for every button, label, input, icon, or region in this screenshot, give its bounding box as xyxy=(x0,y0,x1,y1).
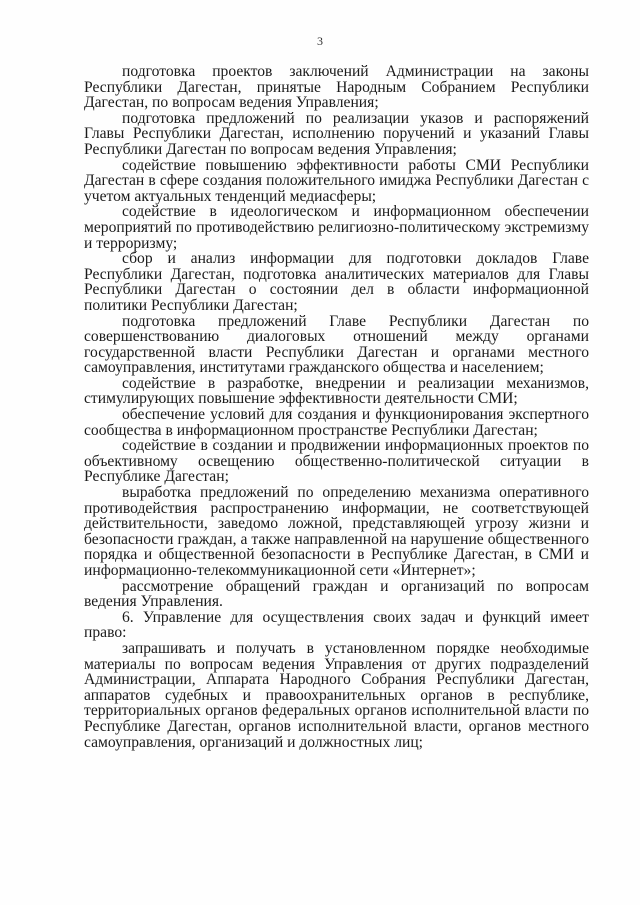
paragraph-info-projects: содействие в создании и продвижении информационных проектов по объективному освещению общественно-политической ситуации в Республике Дагестан; xyxy=(84,437,589,486)
paragraph-request-materials: запрашивать и получать в установленном порядке необходимые материалы по вопросам ведения Управления от других подразделений Администрации, Аппарата Народного Собрания Республики Дагестан, аппаратов судебных и правоохранительных органов в республике, территориальных органов федеральных органов исполнительной власти по Республике Дагестан, органов исполнительной власти, органов местного самоуправления, организаций и должностных лиц; xyxy=(84,639,589,751)
paragraph-info-analysis: сбор и анализ информации для подготовки докладов Главе Республики Дагестан, подготовка аналитических материалов для Главы Республики Дагестан о состоянии дел в области информационной политики Республики Дагестан; xyxy=(84,250,589,314)
paragraph-citizen-appeals: рассмотрение обращений граждан и организаций по вопросам ведения Управления. xyxy=(84,577,589,611)
paragraph-counter-misinformation: выработка предложений по определению механизма оперативного противодействия распространению информации, не соответствующей действительности, заведомо ложной, представляющей угрозу жизни и безопасности граждан, а также направленной на нарушение общественного порядка и общественной безопасности в Республике Дагестан, в СМИ и информационно-телекоммуникационной сети «Интернет»; xyxy=(84,484,589,579)
paragraph-draft-conclusions: подготовка проектов заключений Администрации на законы Республики Дагестан, принятые Народным Собранием Республики Дагестан, по вопросам ведения Управления; xyxy=(84,63,589,112)
paragraph-expert-community: обеспечение условий для создания и функционирования экспертного сообщества в информационном пространстве Республики Дагестан; xyxy=(84,406,589,439)
paragraph-ideological-support: содействие в идеологическом и информационном обеспечении мероприятий по противодействию религиозно-политическому экстремизму и терроризму; xyxy=(84,203,589,252)
page-number: 3 xyxy=(317,34,323,48)
paragraph-media-efficiency: содействие повышению эффективности работы СМИ Республики Дагестан в сфере создания положительного имиджа Республики Дагестан с учетом актуальных тенденций медиасферы; xyxy=(84,156,589,205)
section-6-heading: 6. Управление для осуществления своих задач и функций имеет право: xyxy=(84,608,589,642)
paragraph-decree-proposals: подготовка предложений по реализации указов и распоряжений Главы Республики Дагестан, исполнению поручений и указаний Главы Республики Дагестан по вопросам ведения Управления; xyxy=(84,109,589,158)
paragraph-mechanisms: содействие в разработке, внедрении и реализации механизмов, стимулирующих повышение эффективности деятельности СМИ; xyxy=(84,374,589,408)
document-body xyxy=(84,64,589,750)
paragraph-dialogue-proposals: подготовка предложений Главе Республики Дагестан по совершенствованию диалоговых отношений между органами государственной власти Республики Дагестан и органами местного самоуправления, институтами гражданского общества и населением; xyxy=(84,312,589,377)
